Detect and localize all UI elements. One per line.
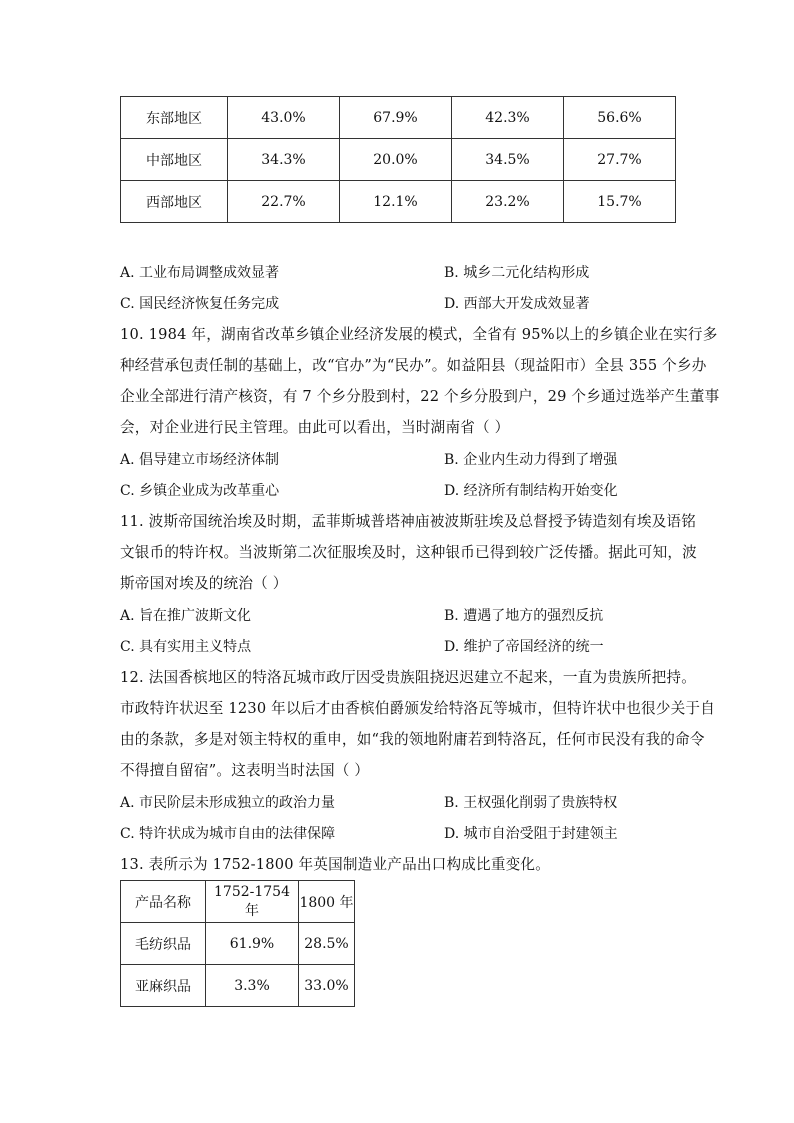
- table-cell: 27.7%: [564, 139, 676, 181]
- table-cell: 23.2%: [452, 181, 564, 223]
- column-header: 1752-1754 年: [206, 881, 299, 923]
- q10-option-d[interactable]: D. 经济所有制结构开始变化: [444, 483, 618, 499]
- table-header-row: [121, 881, 355, 923]
- table-cell: 42.3%: [452, 97, 564, 139]
- q12-option-d[interactable]: D. 城市自治受阻于封建领主: [444, 826, 618, 842]
- export-share-table: [120, 880, 355, 1007]
- column-header: 1800 年: [299, 881, 355, 923]
- table-row: [121, 97, 676, 139]
- q11-stem-line: 斯帝国对埃及的统治（ ）: [120, 575, 288, 592]
- table-cell: 12.1%: [340, 181, 452, 223]
- q11-option-d[interactable]: D. 维护了帝国经济的统一: [444, 639, 604, 655]
- q12-option-b[interactable]: B. 王权强化削弱了贵族特权: [444, 795, 618, 811]
- q11-stem-line: 文银币的特许权。当波斯第二次征服埃及时，这种银币已得到较广泛传播。据此可知，波: [120, 544, 697, 561]
- row-label: 亚麻织品: [121, 965, 206, 1007]
- table-cell: 15.7%: [564, 181, 676, 223]
- q9-option-b[interactable]: B. 城乡二元化结构形成: [444, 265, 590, 281]
- table-cell: 34.5%: [452, 139, 564, 181]
- q9-option-a[interactable]: A. 工业布局调整成效显著: [120, 265, 280, 281]
- q10-option-b[interactable]: B. 企业内生动力得到了增强: [444, 452, 618, 468]
- table-row: [121, 181, 676, 223]
- q12-option-a[interactable]: A. 市民阶层未形成独立的政治力量: [120, 795, 336, 811]
- q11-option-a[interactable]: A. 旨在推广波斯文化: [120, 608, 252, 624]
- table-cell: 28.5%: [299, 923, 355, 965]
- q12-stem-line: 12. 法国香槟地区的特洛瓦城市政厅因受贵族阻挠迟迟建立不起来，一直为贵族所把持。: [120, 669, 697, 686]
- q11-stem-line: 11. 波斯帝国统治埃及时期，孟菲斯城普塔神庙被波斯驻埃及总督授予铸造刻有埃及语铭: [120, 513, 697, 530]
- table-cell: 20.0%: [340, 139, 452, 181]
- table-cell: 61.9%: [206, 923, 299, 965]
- column-header: 产品名称: [121, 881, 206, 923]
- q10-stem-line: 10. 1984 年，湖南省改革乡镇企业经济发展的模式，全省有 95%以上的乡镇企业在实行多: [120, 326, 718, 343]
- q10-stem-line: 会，对企业进行民主管理。由此可以看出，当时湖南省（ ）: [120, 419, 510, 436]
- table-cell: 22.7%: [228, 181, 340, 223]
- q10-stem-line: 种经营承包责任制的基础上，改“官办”为“民办”。如益阳县（现益阳市）全县 355 个乡办: [120, 357, 707, 374]
- q11-option-b[interactable]: B. 遭遇了地方的强烈反抗: [444, 608, 604, 624]
- table-cell: 33.0%: [299, 965, 355, 1007]
- q9-option-d[interactable]: D. 西部大开发成效显著: [444, 296, 590, 312]
- table-row: [121, 923, 355, 965]
- q12-stem-line: 由的条款，多是对领主特权的重申，如“我的领地附庸若到特洛瓦，任何市民没有我的命令: [120, 731, 705, 748]
- q12-option-c[interactable]: C. 特许状成为城市自由的法律保障: [120, 826, 336, 842]
- q11-option-c[interactable]: C. 具有实用主义特点: [120, 639, 252, 655]
- table-cell: 34.3%: [228, 139, 340, 181]
- table-row: [121, 965, 355, 1007]
- regional-share-table: [120, 96, 676, 223]
- table-row: [121, 139, 676, 181]
- q10-option-a[interactable]: A. 倡导建立市场经济体制: [120, 452, 280, 468]
- table-cell: 56.6%: [564, 97, 676, 139]
- row-label: 西部地区: [121, 181, 228, 223]
- q10-stem-line: 企业全部进行清产核资，有 7 个乡分股到村，22 个乡分股到户，29 个乡通过选举产生董事: [120, 388, 720, 405]
- row-label: 毛纺织品: [121, 923, 206, 965]
- row-label: 东部地区: [121, 97, 228, 139]
- q13-stem-line: 13. 表所示为 1752-1800 年英国制造业产品出口构成比重变化。: [120, 856, 551, 873]
- q12-stem-line: 市政特许状迟至 1230 年以后才由香槟伯爵颁发给特洛瓦等城市，但特许状中也很少关于自: [120, 700, 715, 717]
- q12-stem-line: 不得擅自留宿”。这表明当时法国（ ）: [120, 762, 370, 779]
- row-label: 中部地区: [121, 139, 228, 181]
- q10-option-c[interactable]: C. 乡镇企业成为改革重心: [120, 483, 280, 499]
- q9-option-c[interactable]: C. 国民经济恢复任务完成: [120, 296, 280, 312]
- table-cell: 43.0%: [228, 97, 340, 139]
- table-cell: 3.3%: [206, 965, 299, 1007]
- table-cell: 67.9%: [340, 97, 452, 139]
